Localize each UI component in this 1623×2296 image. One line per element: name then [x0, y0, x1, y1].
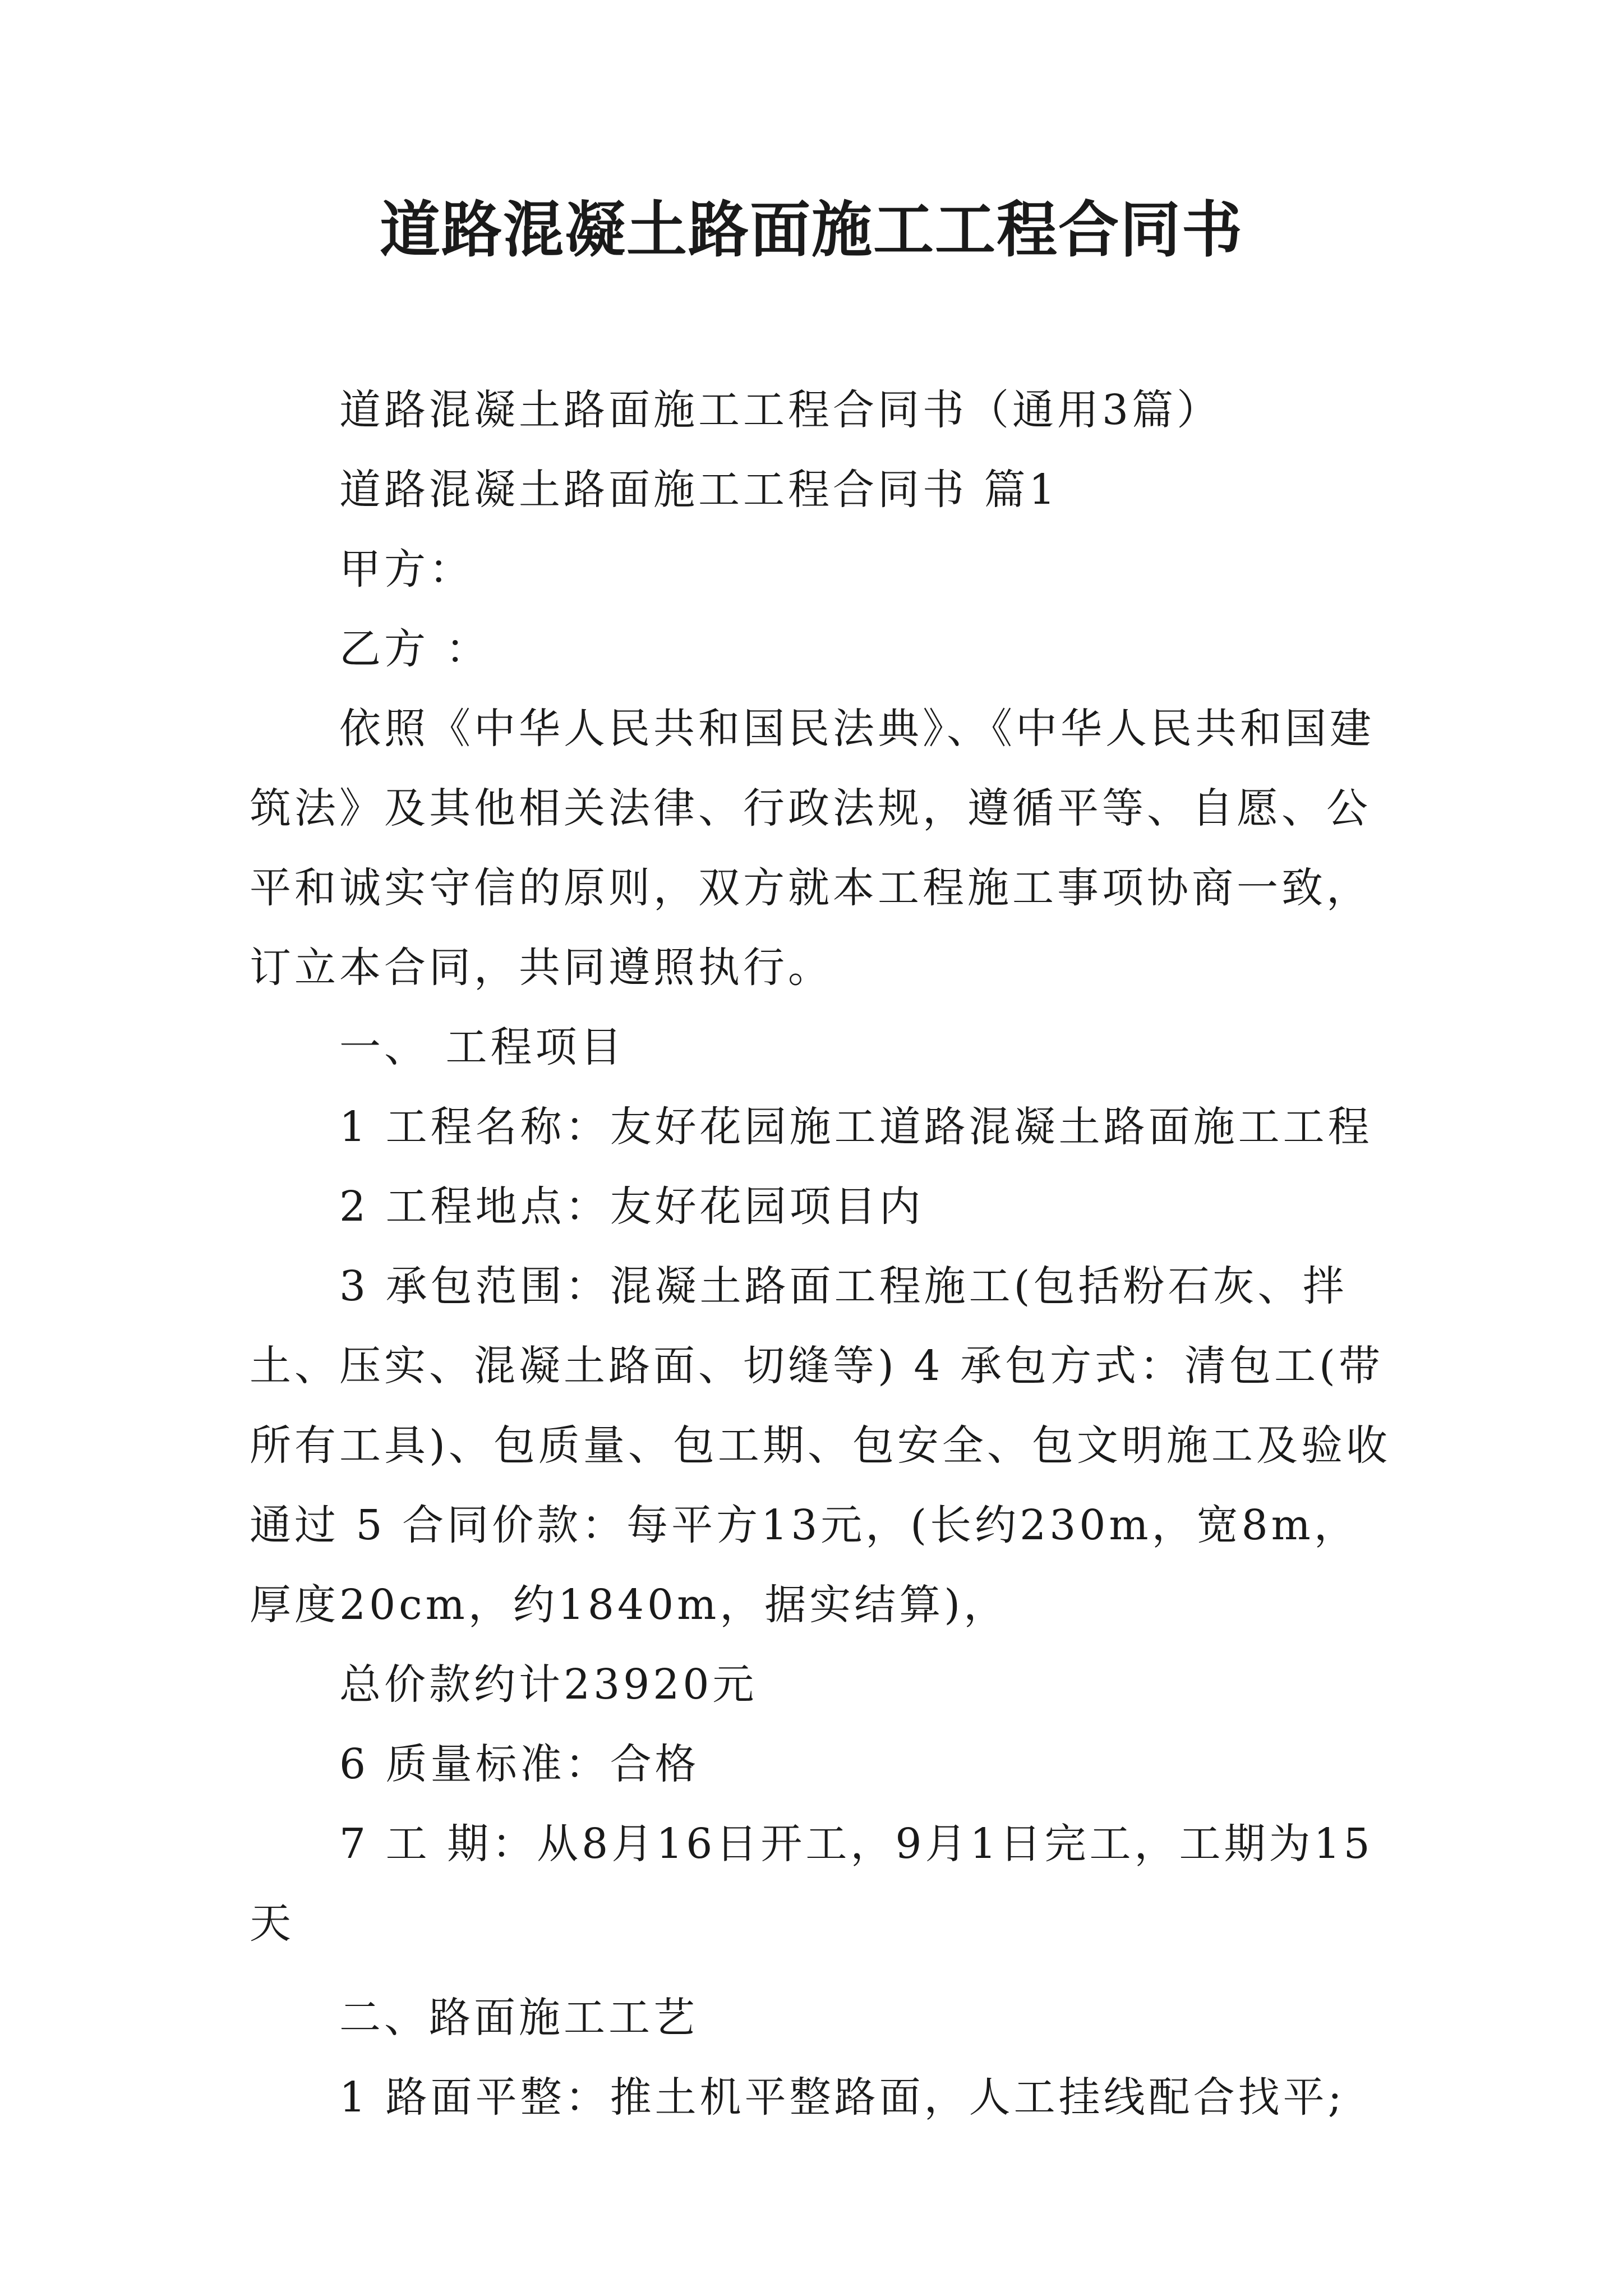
item-road-leveling: 1 路面平整：推土机平整路面，人工挂线配合找平; — [339, 2073, 1345, 2122]
party-b-line: 乙方 ： — [339, 625, 491, 673]
document-body — [250, 370, 1394, 2137]
subtitle-paragraph: 道路混凝土路面施工工程合同书（通用3篇） — [339, 386, 1222, 434]
section-heading-part1: 道路混凝土路面施工工程合同书 篇1 — [339, 466, 1059, 514]
item-quality-standard: 6 质量标准：合格 — [339, 1740, 700, 1788]
item-project-name: 1 工程名称：友好花园施工道路混凝土路面施工工程 — [339, 1103, 1373, 1151]
heading-project: 一、 工程项目 — [339, 1023, 625, 1071]
paragraph-gap — [250, 1963, 1394, 1978]
preamble-paragraph: 依照《中华人民共和国民法典》、《中华人民共和国建筑法》及其他相关法律、行政法规，遵循平等、自愿、公平和诚实守信的原则，双方就本工程施工事项协商一致，订立本合同，共同遵照执行。 — [250, 705, 1375, 992]
item-project-location: 2 工程地点：友好花园项目内 — [339, 1182, 924, 1231]
document-title: 道路混凝土路面施工工程合同书 — [379, 195, 1243, 265]
heading-process: 二、路面施工工艺 — [339, 1994, 698, 2042]
item-construction-period: 7 工 期：从8月16日开工，9月1日完工，工期为15天 — [250, 1820, 1373, 1948]
item-scope-and-price: 3 承包范围：混凝土路面工程施工(包括粉石灰、拌土、压实、混凝土路面、切缝等) 4 承包方式：清包工(带所有工具)、包质量、包工期、包安全、包文明施工及验收通过 5 合同价款：每平方13元，(长约230m，宽8m，厚度20cm，约1840m，据实结算)， — [250, 1262, 1391, 1629]
item-total-price: 总价款约计23920元 — [339, 1660, 758, 1709]
party-a-line: 甲方： — [339, 545, 474, 593]
